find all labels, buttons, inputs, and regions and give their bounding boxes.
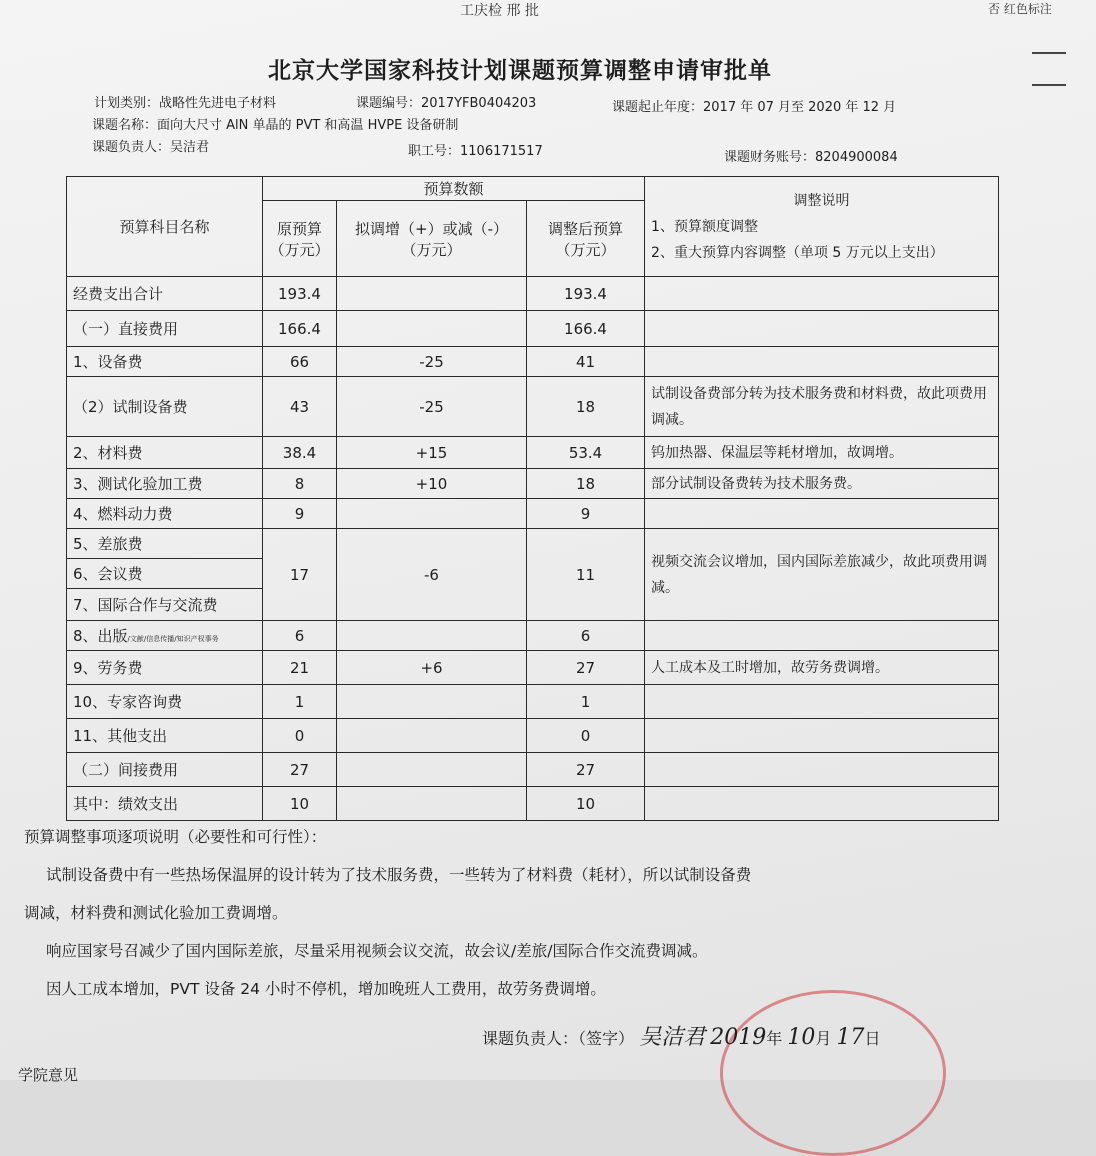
signature-year: 2019 xyxy=(710,1025,767,1050)
month-unit: 月 xyxy=(815,1029,832,1048)
row-change xyxy=(337,719,527,753)
signature-day: 17 xyxy=(836,1025,865,1050)
row-name: 5、差旅费 xyxy=(67,529,263,559)
red-seal-stamp xyxy=(720,990,946,1156)
row-original: 8 xyxy=(263,469,337,499)
header-original xyxy=(263,201,337,277)
group-original: 17 xyxy=(263,529,337,621)
row-name: （一）直接费用 xyxy=(67,311,263,347)
note-item-2: 2、重大预算内容调整（单项 5 万元以上支出） xyxy=(651,244,944,261)
explanation-paragraph: 试制设备费中有一些热场保温屏的设计转为了技术服务费，一些转为了材料费（耗材），所以试制设备费 xyxy=(46,866,752,884)
row-name: 3、测试化验加工费 xyxy=(67,469,263,499)
signature-line xyxy=(482,1020,880,1051)
budget-table xyxy=(66,176,999,821)
header-note xyxy=(645,177,999,277)
row-original: 6 xyxy=(263,621,337,651)
table-row xyxy=(67,377,999,437)
row-adjusted: 193.4 xyxy=(527,277,645,311)
row-change xyxy=(337,311,527,347)
row-original: 193.4 xyxy=(263,277,337,311)
table-row xyxy=(67,719,999,753)
group-note: 视频交流会议增加，国内国际差旅减少，故此项费用调减。 xyxy=(645,529,999,621)
table-row xyxy=(67,499,999,529)
row-original: 10 xyxy=(263,787,337,821)
explanation-paragraph: 响应国家号召减少了国内国际差旅，尽量采用视频会议交流，故会议/差旅/国际合作交流费调减。 xyxy=(46,942,708,960)
plan-type: 计划类别：战略性先进电子材料 xyxy=(94,96,277,111)
header-original-unit: （万元） xyxy=(269,240,330,259)
row-change xyxy=(337,499,527,529)
row-change: -25 xyxy=(337,347,527,377)
row-adjusted: 41 xyxy=(527,347,645,377)
header-adjusted-label: 调整后预算 xyxy=(548,219,624,238)
row-name: 4、燃料动力费 xyxy=(67,499,263,529)
row-change xyxy=(337,685,527,719)
row-note: 部分试制设备费转为技术服务费。 xyxy=(645,469,999,499)
row-name: （二）间接费用 xyxy=(67,753,263,787)
project-name: 课题名称：面向大尺寸 AlN 单晶的 PVT 和高温 HVPE 设备研制 xyxy=(92,118,459,133)
table-row xyxy=(67,685,999,719)
explanation-heading: 预算调整事项逐项说明（必要性和可行性）： xyxy=(24,828,327,846)
table-row xyxy=(67,469,999,499)
header-original-label: 原预算 xyxy=(276,219,322,238)
year-unit: 年 xyxy=(766,1029,783,1048)
row-name-small: /文献/信息传播/知识产权事务 xyxy=(127,635,219,643)
signature-label: 课题负责人：（签字） xyxy=(482,1029,635,1048)
note-item-1: 1、预算额度调整 xyxy=(651,218,758,235)
finance-account: 课题财务账号：8204900084 xyxy=(724,150,898,165)
row-name: 经费支出合计 xyxy=(67,277,263,311)
row-change xyxy=(337,787,527,821)
table-row xyxy=(67,311,999,347)
group-change: -6 xyxy=(337,529,527,621)
explanation-paragraph-continued: 调减，材料费和测试化验加工费调增。 xyxy=(24,904,288,922)
row-name: （2）试制设备费 xyxy=(67,377,263,437)
header-change-label: 拟调增（+）或减（-） xyxy=(355,219,508,238)
row-name: 2、材料费 xyxy=(67,437,263,469)
row-change xyxy=(337,621,527,651)
table-row xyxy=(67,437,999,469)
row-adjusted: 6 xyxy=(527,621,645,651)
row-original: 21 xyxy=(263,651,337,685)
header-change-unit: （万元） xyxy=(401,240,462,259)
row-adjusted: 18 xyxy=(527,377,645,437)
table-row xyxy=(67,651,999,685)
row-note xyxy=(645,787,999,821)
group-adjusted: 11 xyxy=(527,529,645,621)
row-change xyxy=(337,753,527,787)
row-note: 人工成本及工时增加，故劳务费调增。 xyxy=(645,651,999,685)
table-row xyxy=(67,529,999,559)
table-row xyxy=(67,753,999,787)
header-adjusted xyxy=(527,201,645,277)
row-adjusted: 27 xyxy=(527,651,645,685)
row-note: 试制设备费部分转为技术服务费和材料费，故此项费用调减。 xyxy=(645,377,999,437)
signature-month: 10 xyxy=(787,1025,816,1050)
row-name: 其中：绩效支出 xyxy=(67,787,263,821)
row-adjusted: 18 xyxy=(527,469,645,499)
row-change: +15 xyxy=(337,437,527,469)
row-change: +10 xyxy=(337,469,527,499)
explanation-section xyxy=(24,818,1034,1008)
row-change: -25 xyxy=(337,377,527,437)
header-subject: 预算科目名称 xyxy=(67,177,263,277)
row-original: 0 xyxy=(263,719,337,753)
day-unit: 日 xyxy=(864,1029,881,1048)
row-note xyxy=(645,277,999,311)
row-note xyxy=(645,719,999,753)
college-opinion-label: 学院意见 xyxy=(18,1066,79,1084)
project-leader: 课题负责人：吴洁君 xyxy=(92,140,210,155)
row-original: 1 xyxy=(263,685,337,719)
row-note xyxy=(645,685,999,719)
row-name: 9、劳务费 xyxy=(67,651,263,685)
row-name: 7、国际合作与交流费 xyxy=(67,589,263,621)
row-change xyxy=(337,277,527,311)
project-number: 课题编号：2017YFB0404203 xyxy=(356,96,537,111)
table-row xyxy=(67,621,999,651)
row-adjusted: 27 xyxy=(527,753,645,787)
table-row xyxy=(67,277,999,311)
row-adjusted: 0 xyxy=(527,719,645,753)
staff-number: 职工号：1106171517 xyxy=(408,144,543,159)
row-original: 43 xyxy=(263,377,337,437)
row-original: 66 xyxy=(263,347,337,377)
row-adjusted: 9 xyxy=(527,499,645,529)
row-note xyxy=(645,499,999,529)
header-adjusted-unit: （万元） xyxy=(555,240,616,259)
row-original: 27 xyxy=(263,753,337,787)
row-adjusted: 10 xyxy=(527,787,645,821)
table-row xyxy=(67,787,999,821)
top-right-note: 否 红色标注 xyxy=(988,2,1052,16)
header-budget-group: 预算数额 xyxy=(263,177,645,201)
header-change xyxy=(337,201,527,277)
row-adjusted: 1 xyxy=(527,685,645,719)
row-note xyxy=(645,311,999,347)
row-change: +6 xyxy=(337,651,527,685)
row-original: 166.4 xyxy=(263,311,337,347)
row-name: 6、会议费 xyxy=(67,559,263,589)
row-note xyxy=(645,347,999,377)
row-note xyxy=(645,621,999,651)
row-name: 11、其他支出 xyxy=(67,719,263,753)
explanation-paragraph: 因人工成本增加，PVT 设备 24 小时不停机，增加晚班人工费用，故劳务费调增。 xyxy=(46,980,606,998)
handwritten-signature: 吴洁君 xyxy=(639,1025,706,1050)
form-title: 北京大学国家科技计划课题预算调整申请审批单 xyxy=(268,58,772,84)
top-handwritten-note: 工庆检 邢 批 xyxy=(460,3,539,19)
row-name: 10、专家咨询费 xyxy=(67,685,263,719)
row-original: 38.4 xyxy=(263,437,337,469)
row-adjusted: 53.4 xyxy=(527,437,645,469)
row-name: 1、设备费 xyxy=(67,347,263,377)
row-note xyxy=(645,753,999,787)
row-adjusted: 166.4 xyxy=(527,311,645,347)
row-name-main: 8、出版 xyxy=(73,627,128,645)
row-note: 钨加热器、保温层等耗材增加，故调增。 xyxy=(645,437,999,469)
table-row xyxy=(67,347,999,377)
row-original: 9 xyxy=(263,499,337,529)
project-period: 课题起止年度：2017 年 07 月至 2020 年 12 月 xyxy=(612,100,897,115)
row-name xyxy=(67,621,263,651)
note-title: 调整说明 xyxy=(793,192,850,209)
